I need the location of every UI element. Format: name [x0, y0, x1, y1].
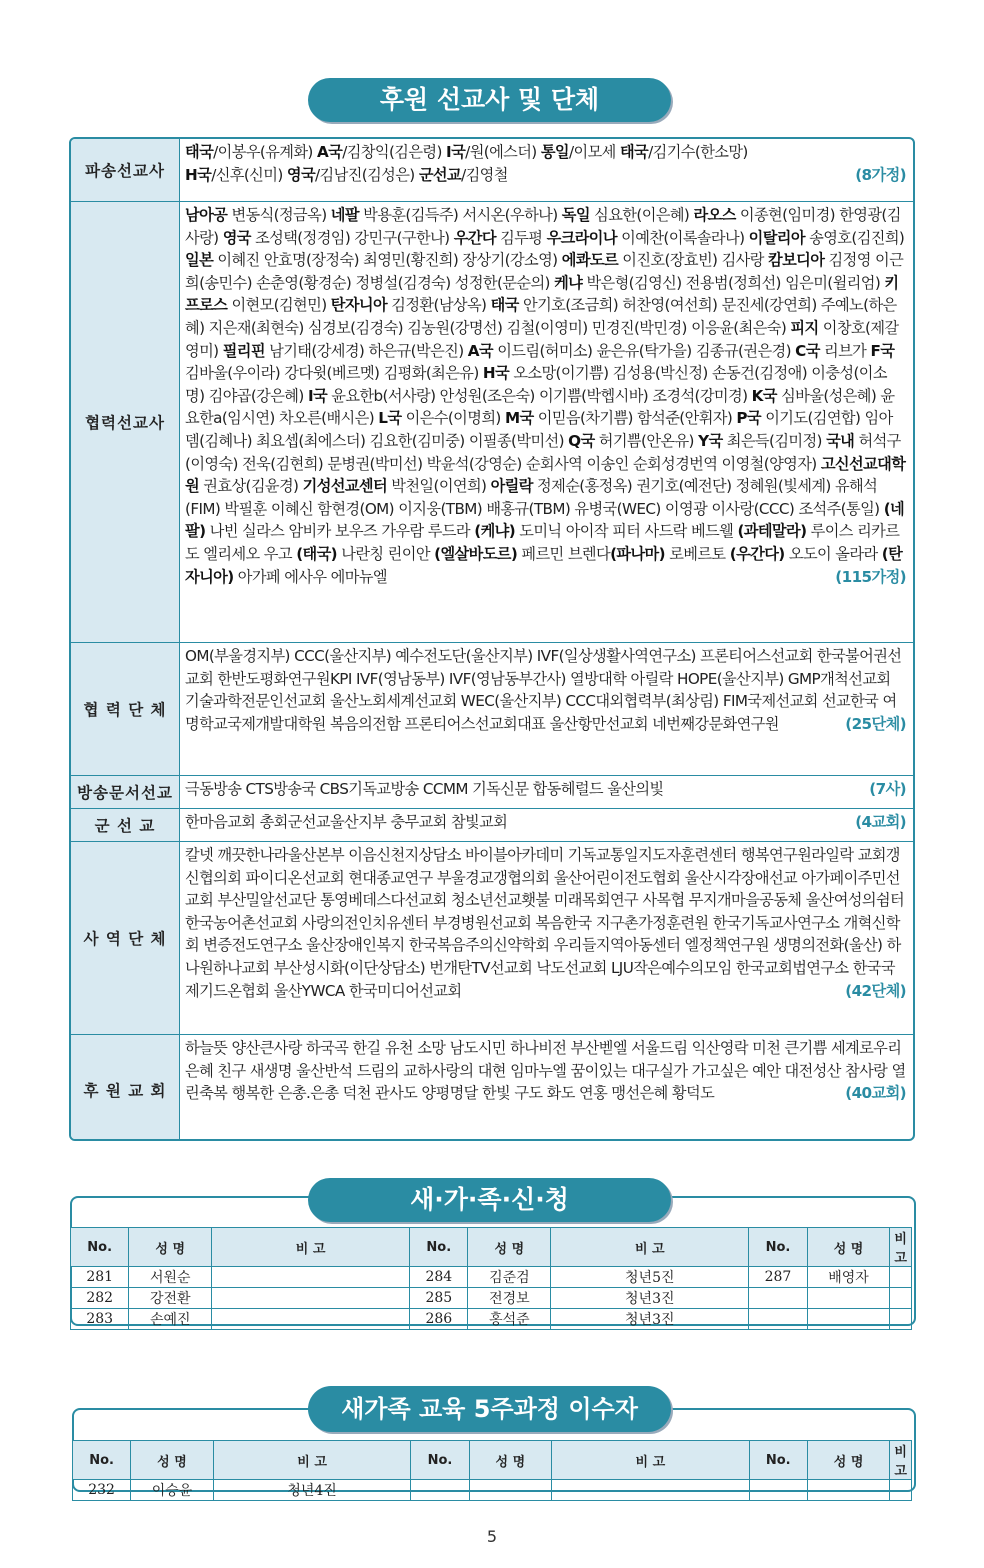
header-no: No.	[749, 1441, 807, 1480]
row-label: 방송문서선교	[71, 776, 180, 808]
support-row	[71, 841, 913, 1034]
count-badge: (4교회)	[855, 813, 906, 831]
header-name: 성 명	[469, 1441, 552, 1480]
support-row	[71, 1034, 913, 1141]
header-no: No.	[71, 1228, 129, 1267]
table-row	[71, 1288, 912, 1309]
header-note: 비 고	[551, 1228, 749, 1267]
header-note: 비 고	[213, 1441, 411, 1480]
table-header	[71, 1228, 912, 1267]
cell-note	[890, 1267, 912, 1288]
row-content: 남아공 변동식(정금옥) 네팔 박용훈(김득주) 서시온(우하나) 독일 심요한(이은혜) 라오스 이종현(임미경) 한영광(김사랑) 영국 조성택(정경임) 강민구(구한나) 우간다 김두평 우크라이나 이예찬(이록솔라나) 이탈리아 송영호(김진희) 일본 이혜진 안효명(장정숙) 최영민(황진희) 장상기(강소영) 에콰도르 이진호(장효빈) 김사랑 캄보디아 김정영 이근희(송민수) 손춘영(황경순) 정병설(김경숙) 성정한(문순의) 케냐 박은형(김영신) 전용범(정희선) 임은미(윌리엄) 키프로스 이현모(김현민) 탄자니아 김정환(남상옥) 태국 안기호(조금희) 허찬영(여선희) 문진세(강연희) 주예노(하은혜) 지은재(최현숙) 심경보(김경숙) 김농원(강명선) 김철(이영미) 민경진(박민경) 이응윤(최은숙) 피지 이창호(제갈영미) 필리핀 남기태(강세경) 하은규(박은진) A국 이드림(허미소) 윤은유(탁가을) 김종규(권은경) C국 리브가 F국 김바울(우이라) 강다윗(베르멧) 김평화(최은유) H국 오소망(이기쁨) 김성용(박신정) 손동건(김정애) 이충성(이소명) 김야곱(강은혜) I국 윤요한b(서사랑) 안성원(조은숙) 이기쁨(박헵시바) 조경석(강미경) K국 심바울(성은혜) 윤요한a(임시연) 차오른(배시은) L국 이은수(이명희) M국 이믿음(차기쁨) 함석준(안휘자) P국 이기도(김연합) 임아뎀(김혜나) 최요셉(최에스더) 김요한(김미중) 이필종(박미선) Q국 허기쁨(안온유) Y국 최은득(김미정) 국내 허석구(이영숙) 전욱(김현희) 문병권(박미선) 박윤석(강영순) 순회사역 이송인 순회성경번역 이영철(양영자) 고신선교대학원 권효상(김윤경) 기성선교센터 박천일(이연희) 아릴락 정제순(홍정옥) 권기호(예전단) 정혜원(빛세계) 유해석(FIM) 박필훈 이혜신 함현경(OM) 이지웅(TBM) 배홍규(TBM) 유병국(WEC) 이영광 이사랑(CCC) 조석주(통일) (네팔) 나빈 실라스 암비카 보우즈 가우람 루드라 (케냐) 도미닉 아이작 피터 사드락 베드웰 (과테말라) 루이스 리카르도 엘리세오 우고 (태국) 나란칭 린이안 (엘살바도르) 페르민 브렌다(파나마) 로베르토 (우간다) 오도이 올라라 (탄자니아) 아가페 에사우 에마뉴엘 (115가정)	[180, 202, 913, 642]
row-content: OM(부울경지부) CCC(울산지부) 예수전도단(울산지부) IVF(일상생활사역연구소) 프론티어스선교회 한국불어권선교회 한반도평화연구원KPI IVF(영남동부) IVF(영남동부간사) 열방대학 아릴락 HOPE(울산지부) GMP개척선교회 기술과학전문인선교회 울산노회세계선교회 WEC(울산지부) CCC대외협력부(최상림) FIM국제선교회 선교한국 여명학교국제개발대학원 복음의전함 프론티어스선교회대표 울산항만선교회 네번째강문화연구원 (25단체)	[180, 643, 913, 775]
cell-name: 배영자	[807, 1267, 890, 1288]
row-label: 협 력 단 체	[71, 643, 180, 775]
cell-note	[890, 1288, 912, 1309]
section-title-new-family: 새·가·족·신·청	[308, 1178, 671, 1222]
cell-name: 강전환	[129, 1288, 212, 1309]
header-name: 성 명	[131, 1441, 214, 1480]
cell-note	[890, 1480, 912, 1501]
cell-name: 전경보	[468, 1288, 551, 1309]
row-content: 태국/이봉우(유계화) A국/김창익(김은령) I국/원(에스더) 통일/이모세 태국/김기수(한소망) H국/신후(신미) 영국/김남진(김성은) 군선교/김영철 (8가정)	[180, 139, 913, 201]
cell-note	[552, 1480, 750, 1501]
cell-note: 청년4진	[213, 1480, 411, 1501]
cell-name: 홍석준	[468, 1309, 551, 1330]
table-row	[71, 1267, 912, 1288]
count-badge: (115가정)	[835, 567, 906, 586]
cell-name: 이승윤	[131, 1480, 214, 1501]
cell-name	[807, 1288, 890, 1309]
page-number: 5	[486, 1527, 498, 1546]
header-name: 성 명	[129, 1228, 212, 1267]
cell-no: 285	[410, 1288, 468, 1309]
section-title-education: 새가족 교육 5주과정 이수자	[308, 1386, 671, 1432]
new-family-table	[70, 1227, 912, 1330]
section-title-support: 후원 선교사 및 단체	[308, 78, 671, 122]
count-badge: (42단체)	[845, 981, 906, 1000]
header-name: 성 명	[468, 1228, 551, 1267]
support-row	[71, 139, 913, 201]
row-label: 사 역 단 체	[71, 842, 180, 1034]
cell-name: 서원순	[129, 1267, 212, 1288]
support-row	[71, 201, 913, 642]
row-label: 파송선교사	[71, 139, 180, 201]
education-table	[72, 1440, 912, 1501]
cell-no: 281	[71, 1267, 129, 1288]
header-no: No.	[411, 1441, 469, 1480]
count-badge: (25단체)	[845, 714, 906, 733]
table-row	[71, 1309, 912, 1330]
header-name: 성 명	[807, 1228, 890, 1267]
cell-no: 283	[71, 1309, 129, 1330]
cell-note	[212, 1267, 410, 1288]
cell-no	[749, 1288, 807, 1309]
cell-note	[212, 1309, 410, 1330]
support-row	[71, 775, 913, 808]
row-content: 칼넷 깨끗한나라울산본부 이음신천지상담소 바이블아카데미 기독교통일지도자훈련센터 행복연구원라일락 교회갱신협의회 파이디온선교회 현대종교연구 부울경교갱협의회 울산어린이전도협회 울산시각장애선교 아가페이주민선교회 부산밀알선교단 통영베데스다선교회 청소년선교횃불 미래목회연구 사목협 무지개마을공동체 울산여성의쉼터 한국농어촌선교회 사랑의전인치유센터 부경병원선교회 복음한국 지구촌가정훈련원 한국기독교사연구소 개혁신학회 변증전도연구소 울산장애인복지 한국복음주의신약학회 우리들지역아동센터 엘정책연구원 생명의전화(울산) 하나원하나교회 부산성시화(이단상담소) 번개탄TV선교회 낙도선교회 LJU작은예수의모임 한국교회법연구소 한국국제기드온협회 울산YWCA 한국미디어선교회 (42단체)	[180, 842, 913, 1034]
cell-note: 청년3진	[551, 1288, 749, 1309]
header-no: No.	[73, 1441, 131, 1480]
cell-name: 김준검	[468, 1267, 551, 1288]
cell-note: 청년3진	[551, 1309, 749, 1330]
header-note: 비 고	[890, 1228, 912, 1267]
cell-name	[807, 1480, 890, 1501]
count-badge: (8가정)	[855, 165, 906, 184]
header-note: 비 고	[890, 1441, 912, 1480]
cell-no: 232	[73, 1480, 131, 1501]
cell-no	[411, 1480, 469, 1501]
header-name: 성 명	[807, 1441, 890, 1480]
support-row	[71, 642, 913, 775]
cell-no: 287	[749, 1267, 807, 1288]
cell-no: 286	[410, 1309, 468, 1330]
cell-note: 청년5진	[551, 1267, 749, 1288]
row-label: 후 원 교 회	[71, 1035, 180, 1141]
row-label: 군 선 교	[71, 809, 180, 841]
table-row	[73, 1480, 912, 1501]
support-row	[71, 808, 913, 841]
cell-note	[890, 1309, 912, 1330]
support-table	[69, 137, 915, 1141]
header-note: 비 고	[552, 1441, 750, 1480]
header-no: No.	[749, 1228, 807, 1267]
table-header	[73, 1441, 912, 1480]
header-note: 비 고	[212, 1228, 410, 1267]
cell-name	[807, 1309, 890, 1330]
cell-no: 282	[71, 1288, 129, 1309]
cell-name	[469, 1480, 552, 1501]
row-content: 한마음교회 총회군선교울산지부 충무교회 참빛교회 (4교회)	[180, 809, 913, 841]
count-badge: (40교회)	[845, 1084, 906, 1103]
cell-no: 284	[410, 1267, 468, 1288]
cell-no	[749, 1309, 807, 1330]
row-label: 협력선교사	[71, 202, 180, 642]
row-content: 하늘뜻 양산큰사랑 하국곡 한길 유천 소망 남도시민 하나비전 부산벧엘 서울드림 익산영락 미천 큰기쁨 세계로우리 은혜 친구 새생명 울산반석 드림의 교하사랑의 대현 임마누엘 꿈이있는 대구실가 가고싶은 예안 대전성산 참사랑 열린축복 행복한 은총.은총 덕천 관사도 양평명달 한빛 구도 화도 연홍 맹선은혜 황덕도 (40교회)	[180, 1035, 913, 1141]
count-badge: (7사)	[869, 780, 906, 798]
cell-note	[212, 1288, 410, 1309]
header-no: No.	[410, 1228, 468, 1267]
cell-name: 손예진	[129, 1309, 212, 1330]
cell-no	[749, 1480, 807, 1501]
row-content: 극동방송 CTS방송국 CBS기독교방송 CCMM 기독신문 합동헤럴드 울산의빛 (7사)	[180, 776, 913, 808]
